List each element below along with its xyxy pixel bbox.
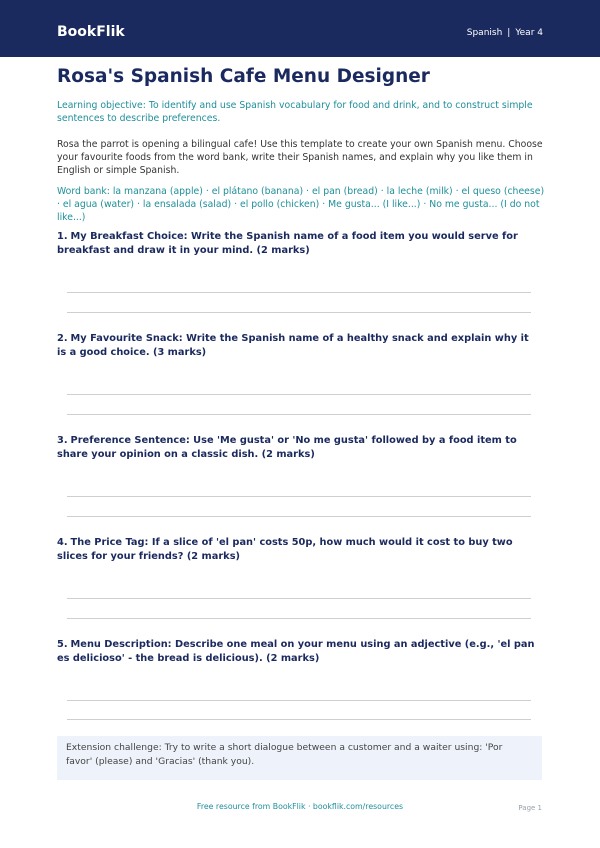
answer-line[interactable]	[67, 598, 531, 599]
word-bank: Word bank: la manzana (apple) · el plátano (banana) · el pan (bread) · la leche (milk) · el queso (cheese) · el agua (water) · la ensalada (salad) · el pollo (chicken) · Me gusta... (I like...) · No me gusta... (I do not like...)	[57, 186, 545, 223]
question-text: Preference Sentence: Use 'Me gusta' or 'No me gusta' followed by a food item to share your opinion on a classic dish. (2 marks)	[57, 435, 517, 460]
answer-line[interactable]	[67, 618, 531, 619]
answer-line[interactable]	[67, 719, 531, 720]
question-number: 4.	[57, 537, 68, 548]
subject-year	[467, 27, 543, 39]
page-title: Rosa's Spanish Cafe Menu Designer	[57, 66, 430, 87]
question-4	[57, 536, 537, 564]
question-text: The Price Tag: If a slice of 'el pan' costs 50p, how much would it cost to buy two slices for your friends? (2 marks)	[57, 537, 513, 562]
answer-line[interactable]	[67, 496, 531, 497]
extension-challenge: Extension challenge: Try to write a short dialogue between a customer and a waiter using: 'Por favor' (please) and 'Gracias' (thank you).	[66, 742, 503, 767]
answer-line[interactable]	[67, 516, 531, 517]
meta-separator: |	[507, 28, 511, 38]
year-label: Year 4	[515, 28, 543, 38]
question-number: 3.	[57, 435, 68, 446]
subject-label: Spanish	[466, 28, 503, 38]
question-number: 5.	[57, 639, 68, 650]
question-number: 1.	[57, 231, 68, 242]
question-text: Menu Description: Describe one meal on your menu using an adjective (e.g., 'el pan es delicioso' - the bread is delicious). (2 marks)	[57, 639, 535, 664]
extension-box	[57, 736, 542, 780]
answer-line[interactable]	[67, 700, 531, 701]
question-1	[57, 230, 537, 258]
answer-line[interactable]	[67, 312, 531, 313]
question-2	[57, 332, 537, 360]
learning-objective: Learning objective: To identify and use Spanish vocabulary for food and drink, and to construct simple sentences to describe preferences.	[57, 100, 533, 124]
footer-credit: Free resource from BookFlik · bookflik.com/resources	[196, 802, 404, 811]
answer-line[interactable]	[67, 414, 531, 415]
question-text: My Favourite Snack: Write the Spanish name of a healthy snack and explain why it is a good choice. (3 marks)	[57, 333, 529, 358]
brand-logo: BookFlik	[57, 24, 125, 40]
answer-line[interactable]	[67, 394, 531, 395]
question-number: 2.	[57, 333, 68, 344]
answer-line[interactable]	[67, 292, 531, 293]
question-5	[57, 638, 537, 666]
question-text: My Breakfast Choice: Write the Spanish name of a food item you would serve for breakfast and draw it in your mind. (2 marks)	[57, 231, 518, 256]
intro-text: Rosa the parrot is opening a bilingual cafe! Use this template to create your own Spanish menu. Choose your favourite foods from the word bank, write their Spanish names, and explain why you like them in English or simple Spanish.	[57, 139, 543, 176]
page-number: Page 1	[518, 804, 542, 812]
header-bar	[0, 0, 600, 57]
question-3	[57, 434, 537, 462]
